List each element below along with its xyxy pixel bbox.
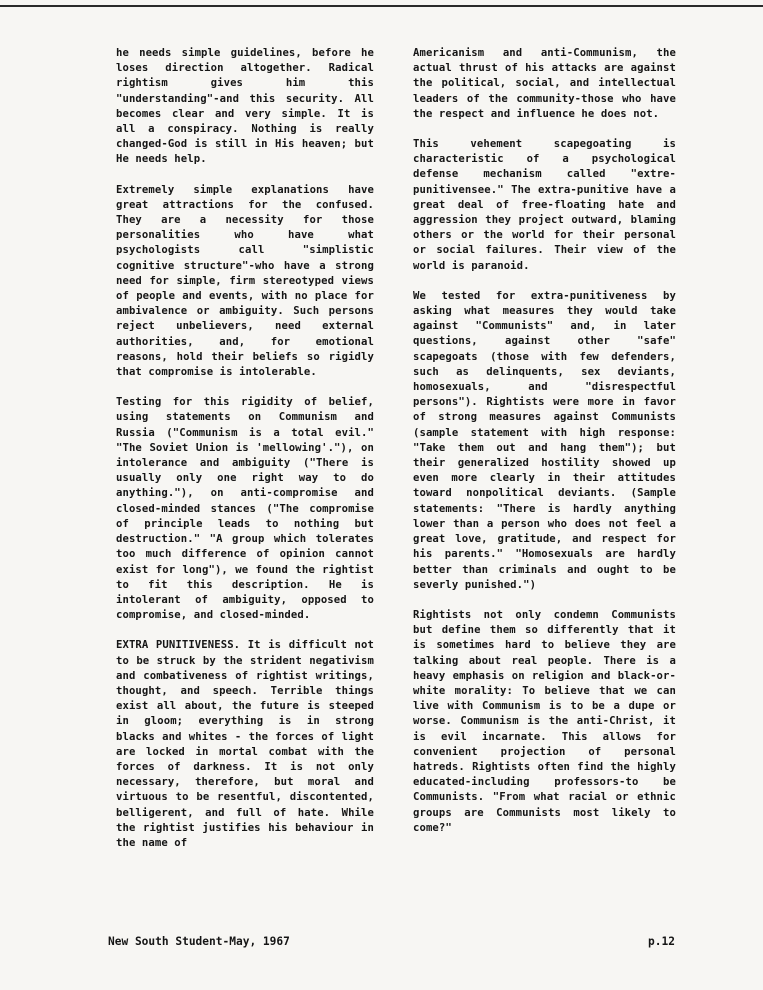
paragraph: We tested for extra-punitiveness by asking what measures they would take against "Communists" and, in later questions, against other "safe" scapegoats (those with few defenders, such as delinquents, sex deviants, homosexuals, and "disrespectful persons"). Rightists were more in favor of strong measures against Communists (sample statement with high response: "Take them out and hang them"); but their generalized hostility showed up even more clearly in their attitudes toward nonpolitical deviants. (Sample statements: "There is hardly anything lower than a person who does not feel a great love, gratitude, and respect for his parents." "Homosexuals are hardly better than criminals and ought to be severly punished.") [413, 289, 676, 591]
paragraph: This vehement scapegoating is characteristic of a psychological defense mechanism called "extre-punitivensee." The extra-punitive have a great deal of free-floating hate and aggression they project outward, blaming others or the world for their personal or social failures. Their view of the world is paranoid. [413, 138, 676, 272]
paragraph: Americanism and anti-Communism, the actual thrust of his attacks are against the political, social, and intellectual leaders of the community-those who have the respect and influence he does not. [413, 47, 676, 120]
paragraph: Testing for this rigidity of belief, using statements on Communism and Russia ("Communism is a total evil." "The Soviet Union is 'mellowing'."), on intolerance and ambiguity ("There is usually only one right way to do anything."), on anti-compromise and closed-minded stances ("The compromise of principle leads to nothing but destruction." "A group which tolerates too much difference of opinion cannot exist for long"), we found the rightist to fit this description. He is intolerant of ambiguity, opposed to compromise, and closed-minded. [116, 396, 374, 622]
page-number: p.12 [648, 935, 675, 948]
paragraph: Rightists not only condemn Communists but define them so differently that it is sometimes hard to believe they are talking about real people. There is a heavy emphasis on religion and black-or-white morality: To believe that we can live with Communism is to be a dupe or worse. Communism is the anti-Christ, it is evil incarnate. This allows for convenient projection of personal hatreds. Rightists often find the highly educated-including professors-to be Communists. "From what racial or ethnic groups are Communists most likely to come?" [413, 608, 676, 834]
paragraph: he needs simple guidelines, before he loses direction altogether. Radical rightism gives him this "understanding"-and this security. All becomes clear and very simple. It is all a conspiracy. Nothing is really changed-God is still in His heaven; but He needs help. [116, 47, 374, 166]
footer-source: New South Student-May, 1967 [108, 935, 290, 948]
page-top-rule [0, 5, 763, 7]
text-column-left [116, 46, 374, 866]
text-column-right [413, 46, 676, 851]
paragraph: EXTRA PUNITIVENESS. It is difficult not to be struck by the strident negativism and combativeness of rightist writings, thought, and speech. Terrible things exist all about, the future is steeped in gloom; everything is in strong blacks and whites - the forces of light are locked in mortal combat with the forces of darkness. It is not only necessary, therefore, but moral and virtuous to be resentful, discontented, belligerent, and full of hate. While the rightist justifies his behaviour in the name of [116, 639, 374, 849]
paragraph: Extremely simple explanations have great attractions for the confused. They are a necessity for those personalities who have what psychologists call "simplistic cognitive structure"-who have a strong need for simple, firm stereotyped views of people and events, with no place for ambivalence or ambiguity. Such persons reject unbelievers, need external authorities, and, for emotional reasons, hold their beliefs so rigidly that compromise is intolerable. [116, 183, 374, 379]
